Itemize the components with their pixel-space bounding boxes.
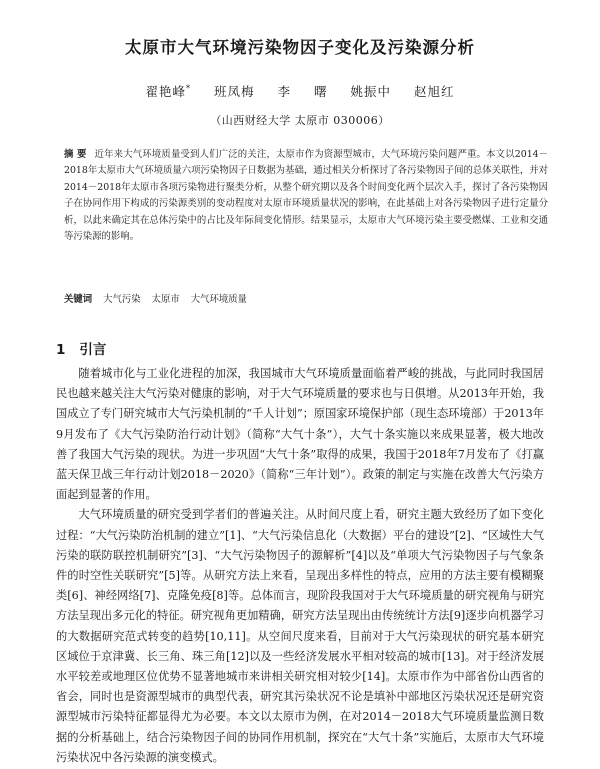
body-text [56, 364, 544, 768]
section-heading [56, 338, 106, 358]
abstract [64, 147, 548, 245]
author: 赵旭红 [413, 84, 455, 99]
author-list [0, 82, 600, 100]
paper-title: 太原市大气环境污染物因子变化及污染源分析 [125, 38, 475, 57]
abstract-label: 摘 要 [64, 149, 87, 160]
corresponding-mark: * [186, 83, 192, 93]
author: 姚振中 [350, 84, 391, 99]
author: 翟艳峰* [145, 83, 192, 99]
section-title: 引言 [79, 342, 107, 358]
abstract-text: 近年来大气环境质量受到人们广泛的关注，太原市作为资源型城市，大气环境污染问题严重。本文以2014－2018年太原市大气环境质量六项污染物因子日数据为基础，通过相关分析探讨了各污染物因子间的总体关联性，并对2014－2018年太原市各项污染物进行聚类分析，从整个研究期以及各个时间变化两个层次入手，探讨了各污染物因子在协同作用下构成的污染源类别的变动程度对太原市环境质量状况的影响，在此基础上对各污染物因子进行定量分析，以此来确定其在总体污染中的占比及年际间变化情形。结果显示，太原市大气环境污染主要受燃煤、工业和交通等污染源的影响。 [64, 149, 548, 243]
author: 李 曙 [277, 84, 328, 99]
keyword: 大气污染 [103, 294, 141, 305]
keyword: 太原市 [151, 294, 180, 305]
keywords [64, 292, 548, 308]
paragraph: 随着城市化与工业化进程的加深，我国城市大气环境质量面临着严峻的挑战，与此同时我国居民也越来越关注大气污染对健康的影响，对于大气环境质量的要求也与日俱增。从2013年开始，我国成立了专门研究城市大气污染机制的“千人计划”；原国家环境保护部（现生态环境部）于2013年9月发布了《大气污染防治行动计划》（简称“大气十条”），大气十条实施以来成果显著，极大地改善了我国大气污染的现状。为进一步巩固“大气十条”取得的成果，我国于2018年7月发布了《打赢蓝天保卫战三年行动计划2018－2020》（简称“三年计划”）。政策的制定与实施在改善大气污染方面起到显著的作用。 [56, 367, 544, 502]
keywords-label: 关键词 [64, 294, 93, 305]
keyword: 大气环境质量 [190, 294, 248, 305]
paragraph: 大气环境质量的研究受到学者们的普遍关注。从时间尺度上看，研究主题大致经历了如下变化过程：“大气污染防治机制的建立”[1]、“大气污染信息化（大数据）平台的建设”[2]、“区域性大气污染的联防联控机制研究”[3]、“大气污染物因子的源解析”[4]以及“单项大气污染物因子与气象条件的时空性关联研究”[5]等。从研究方法上来看，呈现出多样性的特点，应用的方法主要有模糊聚类[6]、神经网络[7]、克隆免疫[8]等。总体而言，现阶段我国对于大气环境质量的研究视角与研究方法呈现出多元化的特征。研究视角更加精确，研究方法呈现出由传统统计方法[9]逐步向机器学习的大数据研究范式转变的趋势[10,11]。从空间尺度来看，目前对于大气污染现状的研究基本研究区域位于京津冀、长三角、珠三角[12]以及一些经济发展水平相对较高的城市[13]。对于经济发展水平较差或地理区位优势不显著地城市来讲相关研究相对较少[14]。太原市作为中部省份山西省的省会，同时也是资源型城市的典型代表，研究其污染状况不论是填补中部地区污染状况还是研究资源型城市污染特征都显得尤为必要。本文以太原市为例，在对2014－2018大气环境质量监测日数据的分析基础上，结合污染物因子间的协同作用机制，探究在“大气十条”实施后，太原市大气环境污染状况中各污染源的演变模式。 [56, 508, 544, 764]
section-number: 1 [56, 342, 66, 358]
affiliation: （山西财经大学 太原市 030006） [210, 114, 390, 127]
author: 班凤梅 [214, 84, 255, 99]
